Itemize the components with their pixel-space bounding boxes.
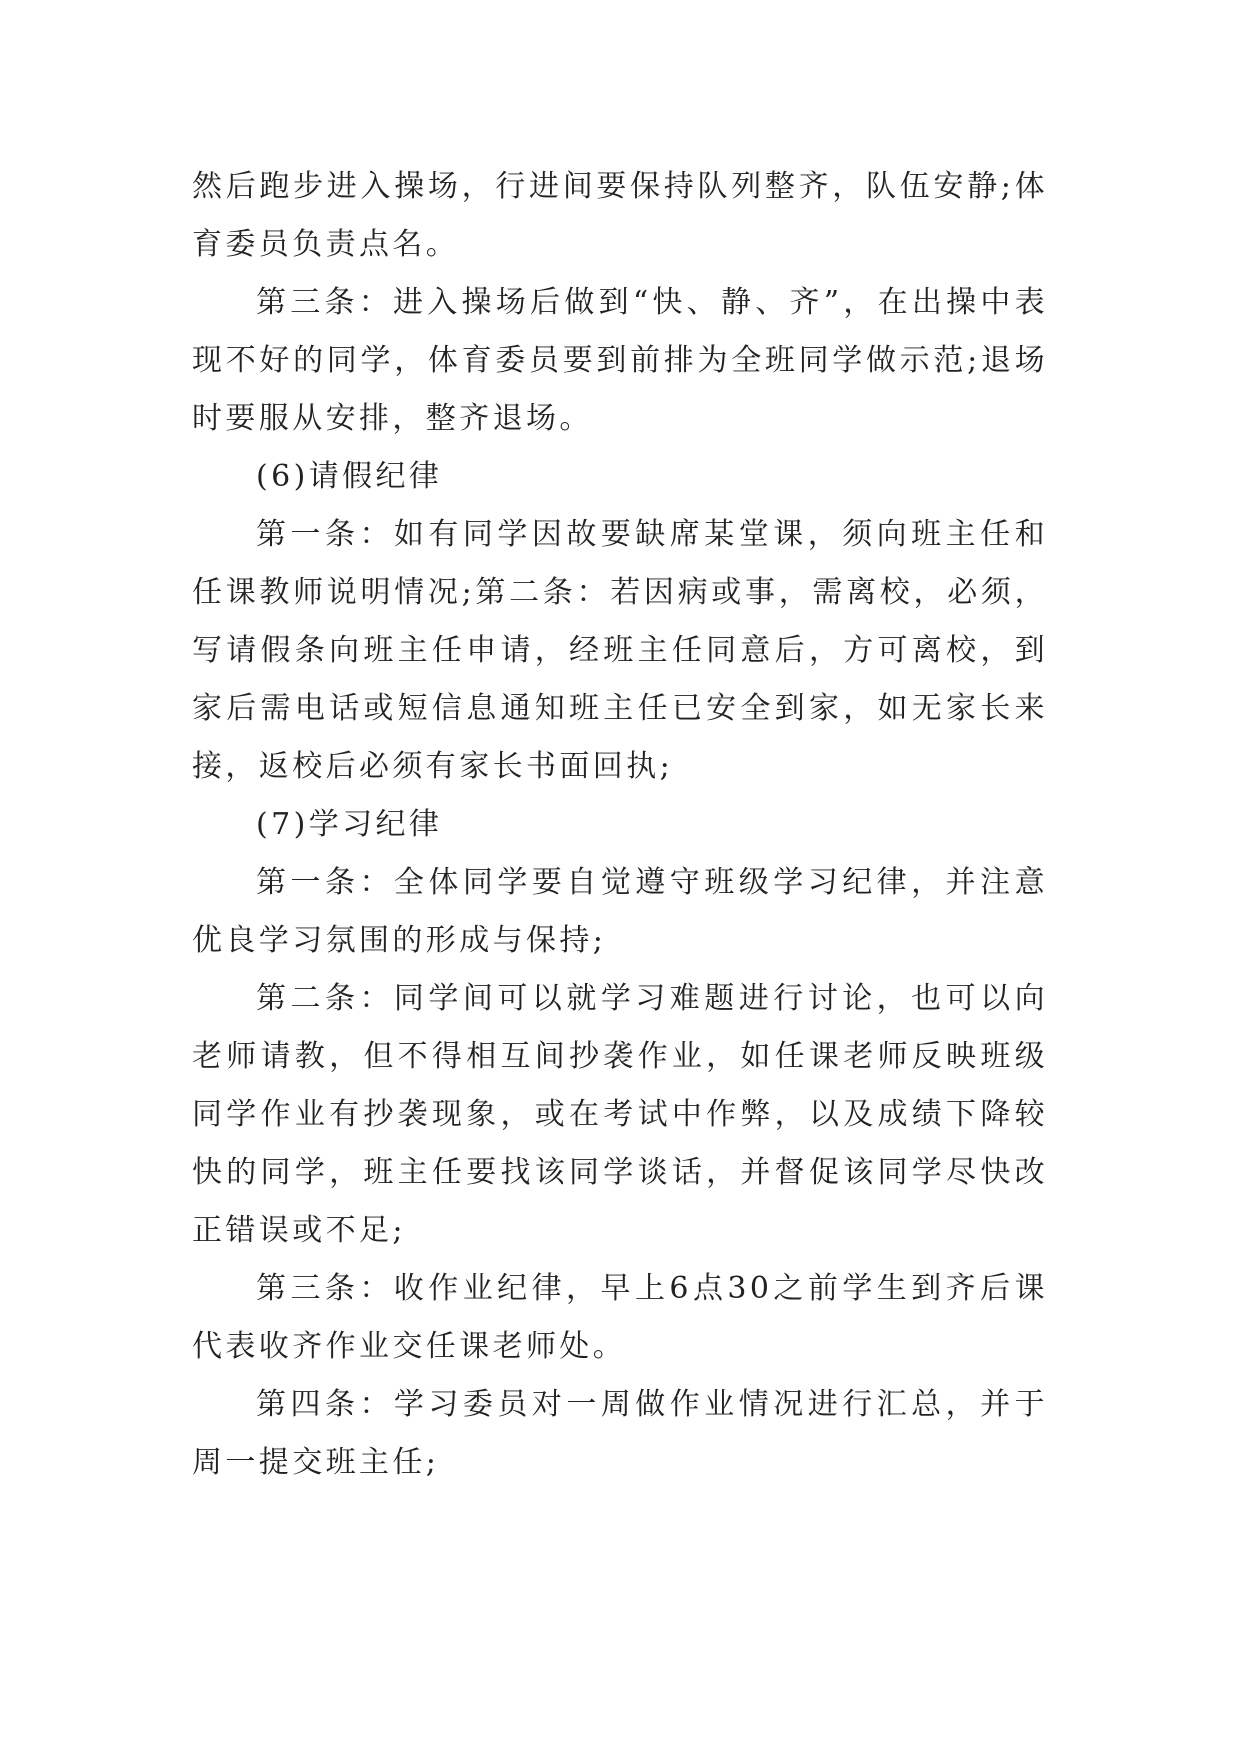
- paragraph-study-article-2: 第二条：同学间可以就学习难题进行讨论，也可以向老师请教，但不得相互间抄袭作业，如任课老师反映班级同学作业有抄袭现象，或在考试中作弊，以及成绩下降较快的同学，班主任要找该同学谈话，并督促该同学尽快改正错误或不足;: [192, 981, 1048, 1248]
- paragraph-exercise-article-3: 第三条：进入操场后做到“快、静、齐”，在出操中表现不好的同学，体育委员要到前排为全班同学做示范;退场时要服从安排，整齐退场。: [192, 285, 1048, 436]
- paragraph-study-article-1: 第一条：全体同学要自觉遵守班级学习纪律，并注意优良学习氛围的形成与保持;: [192, 865, 1048, 958]
- paragraph-study-article-4: 第四条：学习委员对一周做作业情况进行汇总，并于周一提交班主任;: [192, 1387, 1048, 1480]
- section-heading-leave-discipline: (6)请假纪律: [256, 459, 443, 494]
- paragraph-study-article-3: 第三条：收作业纪律，早上6点30之前学生到齐后课代表收齐作业交任课老师处。: [192, 1271, 1048, 1364]
- paragraph-intro: 然后跑步进入操场，行进间要保持队列整齐，队伍安静;体育委员负责点名。: [192, 169, 1048, 262]
- paragraph-leave-articles: 第一条：如有同学因故要缺席某堂课，须向班主任和任课教师说明情况;第二条：若因病或事，需离校，必须，写请假条向班主任申请，经班主任同意后，方可离校，到家后需电话或短信息通知班主任已安全到家，如无家长来接，返校后必须有家长书面回执;: [192, 517, 1048, 784]
- section-heading-study-discipline: (7)学习纪律: [256, 807, 443, 842]
- document-page: [192, 158, 1048, 1492]
